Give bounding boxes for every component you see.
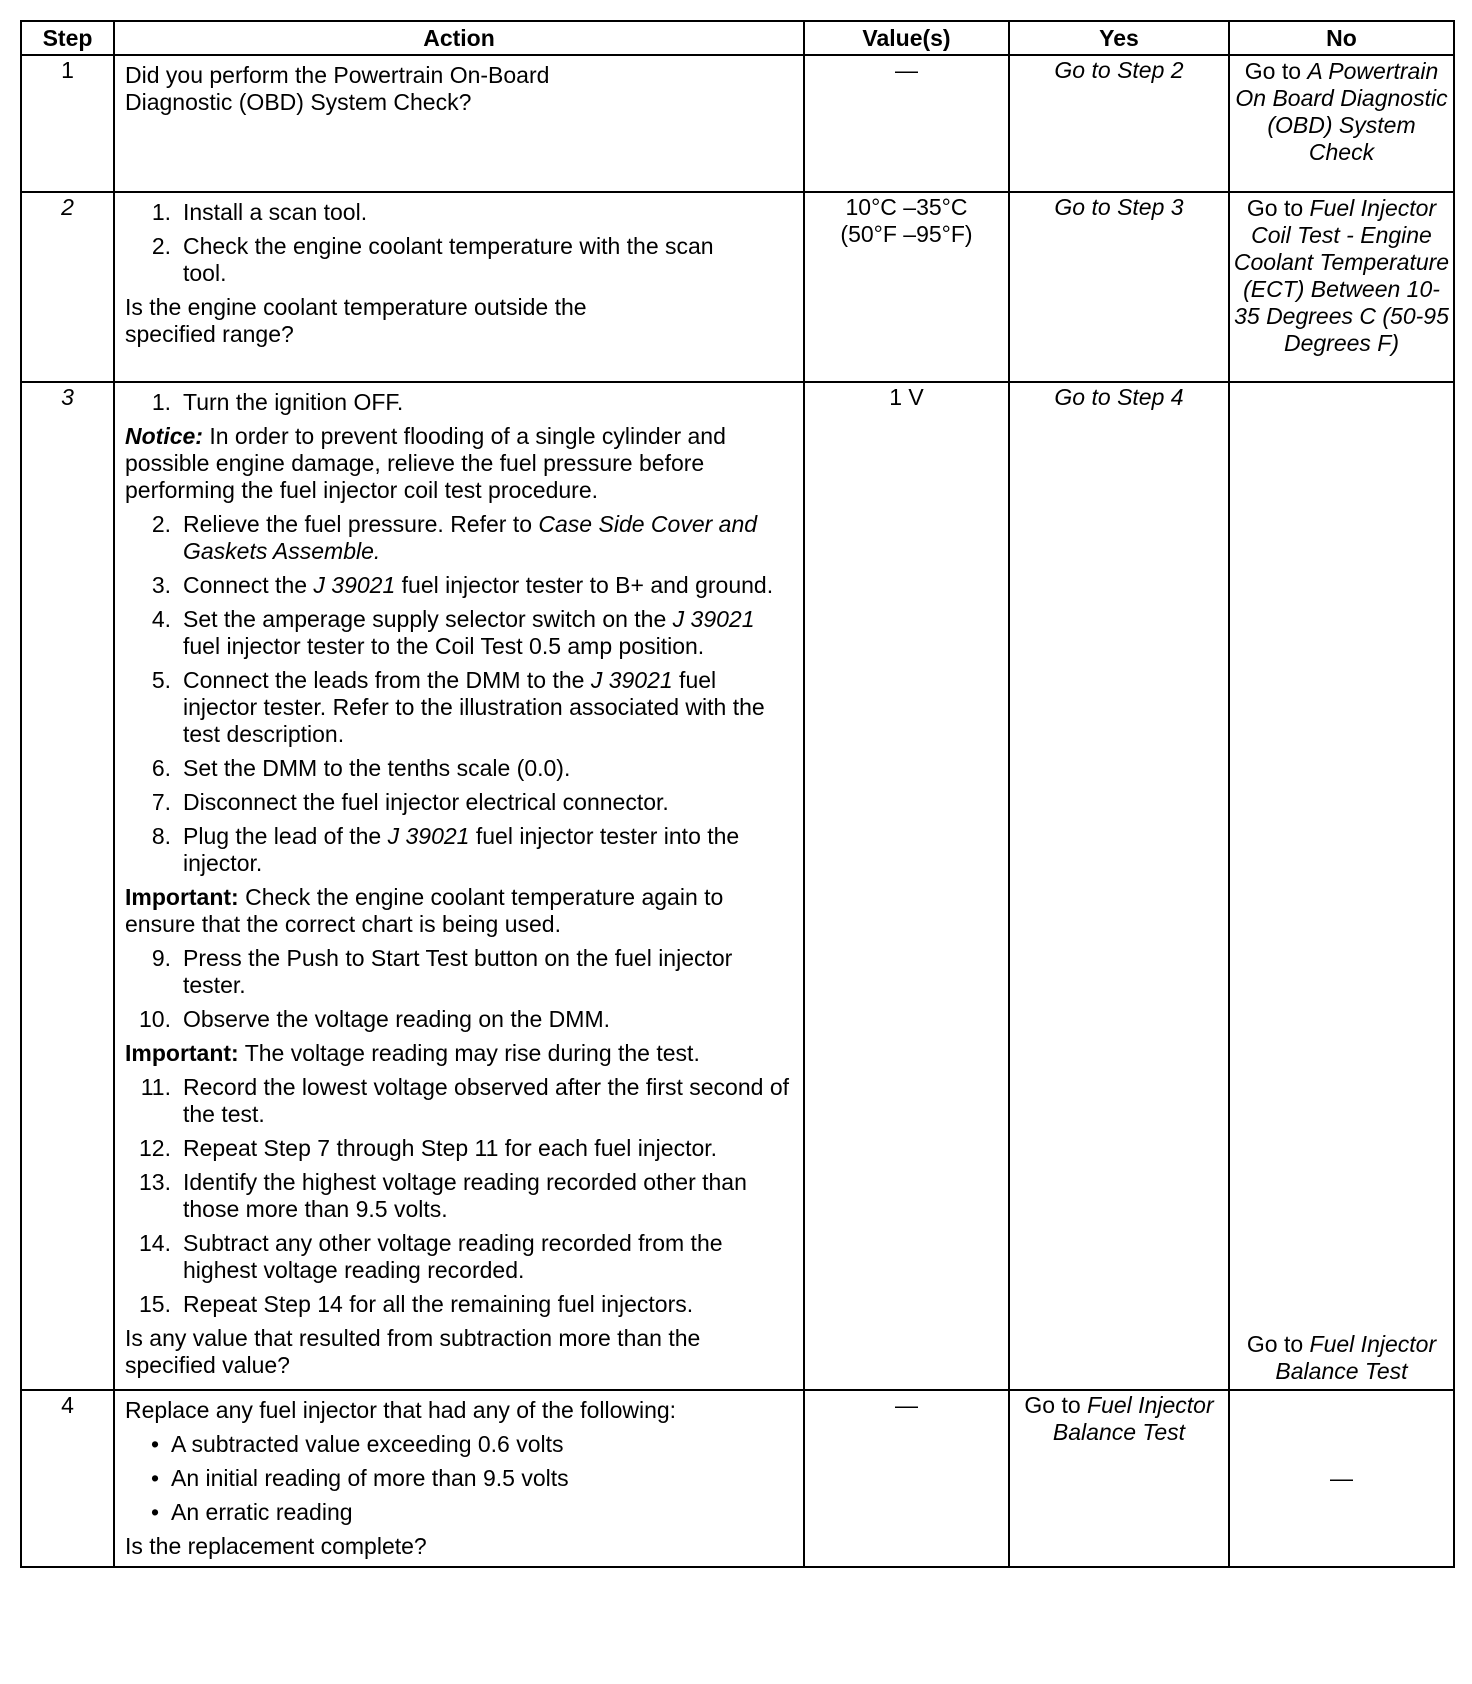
table-row-step-2 [21,192,1454,382]
action-cell [114,192,804,382]
yes-cell [1009,55,1229,192]
no-prefix: Go to [1244,58,1302,84]
header-yes: Yes [1009,21,1229,55]
list-item [125,1291,795,1318]
action-cell [114,55,804,192]
value-cell [804,382,1009,1390]
value-text: — [895,1392,918,1418]
step-number: 2 [21,192,114,382]
list-item [125,1074,795,1128]
list-item: • An initial reading of more than 9.5 volts [125,1465,795,1492]
header-no: No [1229,21,1454,55]
item-text: Disconnect the fuel injector electrical connector. [183,789,669,815]
item-number: 9. [151,945,171,971]
yes-cell [1009,382,1229,1390]
no-link[interactable]: Fuel Injector Coil Test - Engine Coolant Temperature (ECT) Between 10-35 Degrees C (50-95 Degrees F) [1233,195,1450,356]
item-number: 12. [139,1135,171,1161]
item-text: Turn the ignition OFF. [183,389,404,415]
important-text: Check the engine coolant temperature again to ensure that the correct chart is being used. [125,884,724,937]
important-label: Important: [125,1040,239,1066]
list-item [125,823,795,877]
item-text: Repeat Step 14 for all the remaining fuel injectors. [183,1291,694,1317]
list-item [125,1230,795,1284]
no-prefix: Go to [1246,195,1304,221]
header-step: Step [21,21,114,55]
important-text: The voltage reading may rise during the test. [238,1040,700,1066]
list-item: • An erratic reading [125,1499,795,1526]
item-number: 3. [151,572,171,598]
item-text: fuel injector tester to B+ and ground. [395,572,774,598]
value-cell [804,55,1009,192]
important-paragraph [125,1040,795,1067]
step-list [125,945,795,1033]
item-text: Connect the leads from the DMM to the [183,667,591,693]
value-line-1: 10°C –35°C [845,194,968,220]
list-item [125,199,795,226]
item-number: 10. [139,1006,171,1032]
item-text: Observe the voltage reading on the DMM. [183,1006,611,1032]
table-row-step-3 [21,382,1454,1390]
item-text: Record the lowest voltage observed after the first second of the test. [183,1074,789,1127]
item-number: 8. [151,823,171,849]
step-number: 3 [21,382,114,1390]
item-text: Connect the [183,572,314,598]
item-text: Set the amperage supply selector switch on the [183,606,673,632]
value-cell [804,1390,1009,1567]
yes-prefix: Go to [1024,1392,1081,1418]
item-text: Relieve the fuel pressure. Refer to [183,511,539,537]
item-text: fuel injector tester. Refer to the illustration associated with the test description. [183,667,765,747]
no-prefix: Go to [1246,1331,1304,1357]
reference-link[interactable]: Case Side Cover and Gaskets Assemble. [183,511,758,564]
notice-paragraph [125,423,795,504]
list-item [125,389,795,416]
list-item [125,755,795,782]
item-number: 2. [151,511,171,537]
header-values: Value(s) [804,21,1009,55]
value-line-2: (50°F –95°F) [840,221,973,247]
tool-name: J 39021 [672,606,755,632]
step-list [125,199,795,287]
list-item [125,1135,795,1162]
tool-name: J 39021 [387,823,470,849]
yes-cell [1009,192,1229,382]
step-list [125,1074,795,1318]
item-text: Subtract any other voltage reading recorded from the highest voltage reading recorded. [183,1230,723,1283]
tool-name: J 39021 [590,667,673,693]
yes-cell [1009,1390,1229,1567]
list-item [125,789,795,816]
question-text: Is the replacement complete? [125,1533,427,1559]
yes-link[interactable]: Fuel Injector Balance Test [1052,1392,1214,1445]
item-number: 1. [151,389,171,415]
header-action: Action [114,21,804,55]
tool-name: J 39021 [313,572,396,598]
list-item [125,572,795,599]
step-list [125,389,795,416]
no-link[interactable]: Fuel Injector Balance Test [1275,1331,1437,1384]
list-item [125,606,795,660]
item-text: Install a scan tool. [183,199,368,225]
item-number: 13. [139,1169,171,1195]
list-item: • A subtracted value exceeding 0.6 volts [125,1431,795,1458]
action-cell [114,1390,804,1567]
item-number: 14. [139,1230,171,1256]
step-list [125,511,795,877]
no-cell [1229,192,1454,382]
item-text: Press the Push to Start Test button on the fuel injector tester. [183,945,733,998]
no-cell [1229,55,1454,192]
table-row-step-1 [21,55,1454,192]
item-number: 11. [140,1074,171,1100]
notice-label: Notice: [125,423,203,449]
question-text: Is the engine coolant temperature outside the specified range? [125,294,587,347]
item-number: 7. [151,789,171,815]
yes-link[interactable]: Go to Step 2 [1054,57,1184,83]
item-number: 2. [151,233,171,259]
value-cell [804,192,1009,382]
diagnostic-table [20,20,1455,1568]
table-row-step-4 [21,1390,1454,1567]
item-text: Repeat Step 7 through Step 11 for each fuel injector. [183,1135,718,1161]
item-number: 5. [151,667,171,693]
no-link[interactable]: A Powertrain On Board Diagnostic (OBD) System Check [1235,58,1448,165]
yes-link[interactable]: Go to Step 4 [1054,384,1184,410]
no-text: — [1330,1465,1353,1491]
list-item [125,511,795,565]
item-text: Set the DMM to the tenths scale (0.0). [183,755,571,781]
action-cell [114,382,804,1390]
bullet-list [125,1431,795,1526]
item-text: fuel injector tester to the Coil Test 0.5 amp position. [183,633,705,659]
list-item [125,1169,795,1223]
item-text: Identify the highest voltage reading recorded other than those more than 9.5 volts. [183,1169,747,1222]
item-number: 15. [139,1291,171,1317]
question-text: Is any value that resulted from subtraction more than the specified value? [125,1325,701,1378]
no-cell [1229,382,1454,1390]
list-item [125,667,795,748]
step-number: 1 [21,55,114,192]
intro-text: Replace any fuel injector that had any of the following: [125,1397,677,1423]
item-text: Check the engine coolant temperature with the scan tool. [183,233,714,286]
list-item [125,945,795,999]
item-number: 4. [151,606,171,632]
list-item [125,1006,795,1033]
header-row [21,21,1454,55]
list-item [125,233,795,287]
yes-link[interactable]: Go to Step 3 [1054,194,1184,220]
no-cell [1229,1390,1454,1567]
question-text: Did you perform the Powertrain On-Board Diagnostic (OBD) System Check? [125,62,550,115]
value-text: 1 V [889,384,924,410]
step-number: 4 [21,1390,114,1567]
item-text: fuel injector tester into the injector. [183,823,740,876]
item-number: 6. [151,755,171,781]
value-text: — [895,57,918,83]
notice-text: In order to prevent flooding of a single cylinder and possible engine damage, relieve the fuel pressure before performing the fuel injector coil test procedure. [125,423,726,503]
item-number: 1. [151,199,171,225]
important-label: Important: [125,884,239,910]
important-paragraph [125,884,795,938]
item-text: Plug the lead of the [183,823,388,849]
